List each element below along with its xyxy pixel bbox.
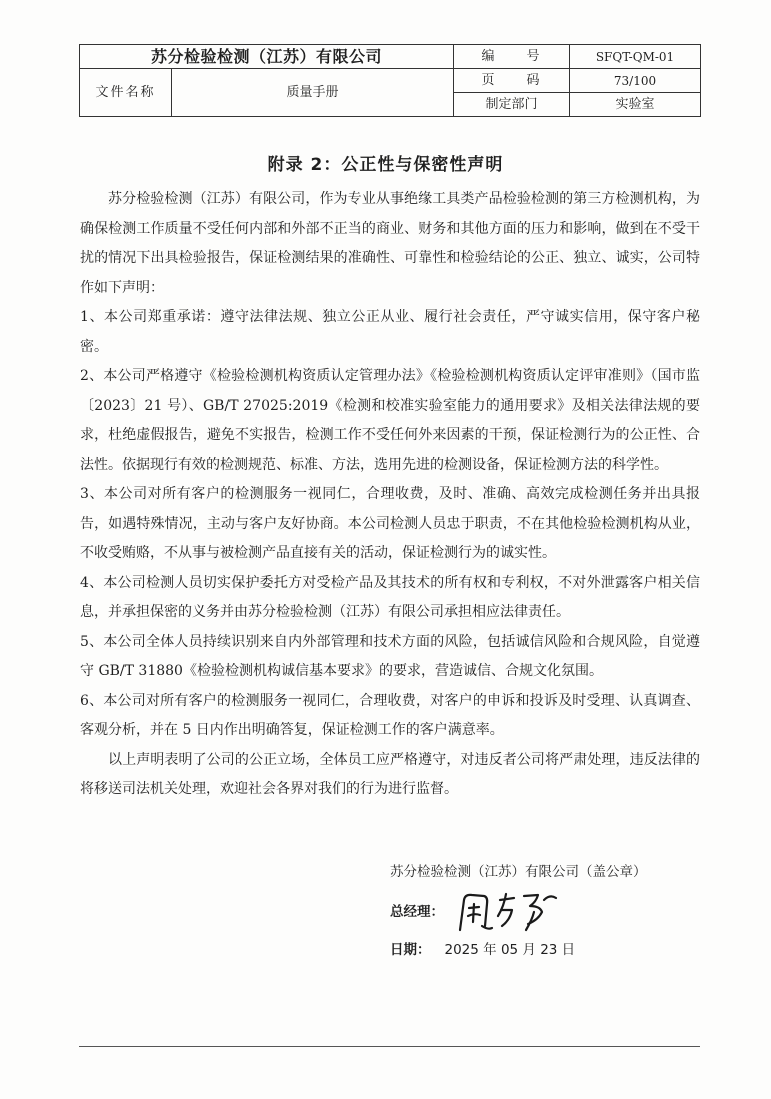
- page-value: 73/100: [570, 69, 701, 93]
- clause-5: 5、本公司全体人员持续识别来自内外部管理和技术方面的风险，包括诚信风险和合规风险，自觉遵守 GB/T 31880《检验检测机构诚信基本要求》的要求，营造诚信、合规文化氛围。: [80, 633, 700, 679]
- intro-paragraph: 苏分检验检测（江苏）有限公司，作为专业从事绝缘工具类产品检验检测的第三方检测机构，为确保检测工作质量不受任何内部和外部不正当的商业、财务和其他方面的压力和影响，做到在不受干扰的情况下出具检验报告，保证检测结果的准确性、可靠性和检验结论的公正、独立、诚实，公司特作如下声明：: [80, 191, 700, 296]
- handwritten-signature: [454, 886, 569, 934]
- date-label: 日期：: [390, 942, 431, 958]
- footer-divider: [79, 1046, 700, 1047]
- file-name-label: 文件名称: [80, 69, 172, 117]
- document-header-table: [79, 44, 701, 117]
- dept-value: 实验室: [570, 93, 701, 117]
- page-title: 附录 2：公正性与保密性声明: [267, 155, 504, 175]
- date-value: 2025 年 05 月 23 日: [444, 942, 576, 958]
- clause-1: 1、本公司郑重承诺：遵守法律法规、独立公正从业、履行社会责任，严守诚实信用，保守客户秘密。: [80, 309, 700, 355]
- signoff-company: 苏分检验检测（江苏）有限公司（盖公章）: [390, 864, 647, 880]
- dept-label: 制定部门: [454, 93, 570, 117]
- closing-paragraph: 以上声明表明了公司的公正立场，全体员工应严格遵守，对违反者公司将严肃处理，违反法律的将移送司法机关处理，欢迎社会各界对我们的行为进行监督。: [80, 751, 700, 797]
- page-label: 页 码: [454, 69, 570, 93]
- doc-number-value: SFQT-QM-01: [570, 45, 701, 69]
- clause-2: 2、本公司严格遵守《检验检测机构资质认定管理办法》《检验检测机构资质认定评审准则》（国市监〔2023〕21 号）、GB/T 27025:2019《检测和校准实验室能力的通用要求》及相关法律法规的要求，杜绝虚假报告，避免不实报告，检测工作不受任何外来因素的干预，保证检测行为的公正性、合法性。依据现行有效的检测规范、标准、方法，选用先进的检测设备，保证检测方法的科学性。: [80, 368, 700, 473]
- company-name: 苏分检验检测（江苏）有限公司: [80, 45, 454, 69]
- clause-4: 4、本公司检测人员切实保护委托方对受检产品及其技术的所有权和专利权，不对外泄露客户相关信息，并承担保密的义务并由苏分检验检测（江苏）有限公司承担相应法律责任。: [80, 574, 700, 620]
- clause-3: 3、本公司对所有客户的检测服务一视同仁，合理收费，及时、准确、高效完成检测任务并出具报告，如遇特殊情况，主动与客户友好协商。本公司检测人员忠于职责，不在其他检验检测机构从业，不收受贿赂，不从事与被检测产品直接有关的活动，保证检测行为的诚实性。: [80, 486, 700, 561]
- statement-body: [80, 185, 700, 805]
- signoff-date: [390, 938, 575, 958]
- manager-label: 总经理：: [390, 904, 444, 920]
- doc-number-label: 编 号: [454, 45, 570, 69]
- clause-6: 6、本公司对所有客户的检测服务一视同仁，合理收费，对客户的申诉和投诉及时受理、认真调查、客观分析，并在 5 日内作出明确答复，保证检测工作的客户满意率。: [80, 692, 700, 738]
- file-name-value: 质量手册: [172, 69, 454, 117]
